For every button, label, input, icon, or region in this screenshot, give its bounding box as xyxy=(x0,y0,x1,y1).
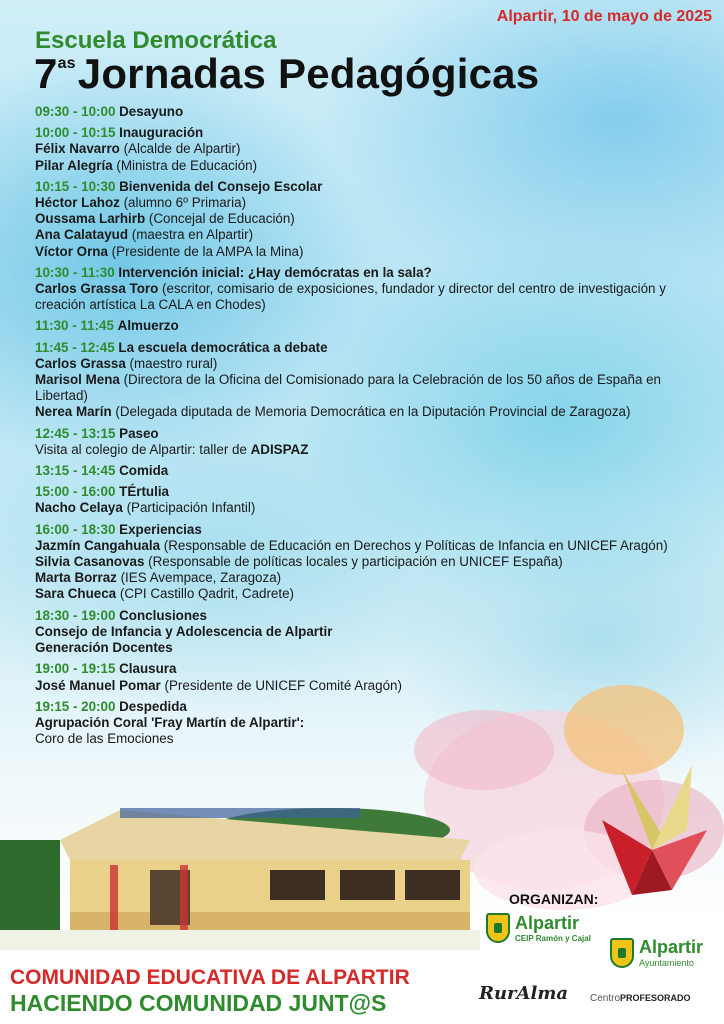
organizers-label: ORGANIZAN: xyxy=(509,891,599,907)
program-list xyxy=(35,104,705,752)
participant-name: Félix Navarro xyxy=(35,141,120,157)
participant-role: (Presidente de la AMPA la Mina) xyxy=(111,243,304,259)
program-participant xyxy=(35,442,705,458)
program-participant xyxy=(35,372,705,404)
program-participant xyxy=(35,624,705,640)
program-participant xyxy=(35,227,705,243)
program-item xyxy=(35,179,705,260)
program-title: Almuerzo xyxy=(117,318,179,334)
ruralma-logo: RurAlma xyxy=(479,983,569,1004)
school-heading: Escuela Democrática xyxy=(35,27,277,54)
origami-crane-icon xyxy=(592,760,712,900)
program-time: 19:15 - 20:00 xyxy=(35,698,116,714)
program-time: 11:30 - 11:45 xyxy=(35,318,114,334)
program-title: Inauguración xyxy=(119,125,204,141)
participant-role: (maestro rural) xyxy=(129,355,218,371)
cprof-b: PROFESORADO xyxy=(620,993,691,1003)
school-building-illustration xyxy=(0,800,480,950)
participant-role: (maestra en Alpartir) xyxy=(131,227,254,243)
program-time: 11:45 - 12:45 xyxy=(35,339,115,355)
ayuntamiento-alpartir-logo xyxy=(610,938,703,968)
participant-role: (Ministra de Educación) xyxy=(116,157,258,173)
participant-name: Jazmín Cangahuala xyxy=(35,537,161,553)
participant-name: José Manuel Pomar xyxy=(35,677,161,693)
program-time: 09:30 - 10:00 xyxy=(35,104,116,119)
program-time: 16:00 - 18:30 xyxy=(35,521,116,537)
logo1-main: Alpartir xyxy=(515,912,580,933)
shield-icon xyxy=(486,913,510,943)
participant-name: Oussama Larhirb xyxy=(35,211,146,227)
program-participant xyxy=(35,244,705,260)
logo2-main: Alpartir xyxy=(639,937,704,957)
program-title: Conclusiones xyxy=(119,607,207,623)
program-title: Despedida xyxy=(119,698,187,714)
participant-role: (Alcalde de Alpartir) xyxy=(123,141,241,157)
program-participant xyxy=(35,158,705,174)
program-participant xyxy=(35,281,705,313)
participant-role: Coro de las Emociones xyxy=(35,731,174,747)
program-item xyxy=(35,318,705,334)
participant-role: (Participación Infantil) xyxy=(126,500,256,516)
program-item xyxy=(35,340,705,421)
program-title: La escuela democrática a debate xyxy=(118,339,328,355)
program-item xyxy=(35,426,705,458)
participant-role: (CPI Castillo Qadrit, Cadrete) xyxy=(119,586,295,602)
program-title: TÉrtulia xyxy=(119,484,169,500)
workshop-name: ADISPAZ xyxy=(250,441,309,457)
program-time: 10:30 - 11:30 xyxy=(35,264,115,280)
page-title xyxy=(34,50,539,98)
participant-name: Generación Docentes xyxy=(35,640,173,656)
program-participant xyxy=(35,195,705,211)
participant-role: (Concejal de Educación) xyxy=(148,211,295,227)
participant-name: Nacho Celaya xyxy=(35,500,123,516)
program-participant xyxy=(35,538,705,554)
program-time: 19:00 - 19:15 xyxy=(35,661,116,677)
program-participant xyxy=(35,500,705,516)
footer-line-2: HACIENDO COMUNIDAD JUNT@S xyxy=(10,990,387,1016)
title-text: Jornadas Pedagógicas xyxy=(77,50,540,97)
program-time: 10:00 - 10:15 xyxy=(35,125,116,141)
program-participant xyxy=(35,586,705,602)
participant-name: Silvia Casanovas xyxy=(35,554,145,570)
participant-role: (escritor, comisario de exposiciones, fundador y director del centro de investigación y creación artística La CALA en Chodes) xyxy=(35,281,666,313)
participant-name: Pilar Alegría xyxy=(35,157,113,173)
participant-name: Carlos Grassa xyxy=(35,355,126,371)
participant-name: Marta Borraz xyxy=(35,570,117,586)
program-participant xyxy=(35,570,705,586)
participant-name: Agrupación Coral 'Fray Martín de Alpartir': xyxy=(35,714,305,730)
program-participant xyxy=(35,640,705,656)
participant-name: Ana Calatayud xyxy=(35,227,129,243)
participant-role: (Directora de la Oficina del Comisionado para la Celebración de los 50 años de España en Libertad) xyxy=(35,372,662,404)
participant-role: (Responsable de Educación en Derechos y Políticas de Infancia en UNICEF Aragón) xyxy=(163,537,668,553)
participant-name: Consejo de Infancia y Adolescencia de Alpartir xyxy=(35,623,333,639)
program-participant xyxy=(35,404,705,420)
participant-role: (IES Avempace, Zaragoza) xyxy=(120,570,282,586)
program-item xyxy=(35,104,705,120)
participant-role: (Responsable de políticas locales y participación en UNICEF España) xyxy=(148,554,563,570)
participant-role: Visita al colegio de Alpartir: taller de xyxy=(35,441,247,457)
participant-name: Héctor Lahoz xyxy=(35,195,120,211)
program-item xyxy=(35,608,705,657)
title-number: 7 xyxy=(34,50,58,97)
event-date: Alpartir, 10 de mayo de 2025 xyxy=(496,8,712,25)
program-time: 13:15 - 14:45 xyxy=(35,463,116,479)
participant-name: Sara Chueca xyxy=(35,586,117,602)
program-title: Desayuno xyxy=(119,104,184,119)
participant-role: (Presidente de UNICEF Comité Aragón) xyxy=(164,677,402,693)
participant-name: Marisol Mena xyxy=(35,372,120,388)
program-title: Comida xyxy=(119,463,169,479)
participant-name: Carlos Grassa Toro xyxy=(35,281,159,297)
program-title: Paseo xyxy=(119,425,159,441)
program-time: 12:45 - 13:15 xyxy=(35,425,116,441)
program-participant xyxy=(35,141,705,157)
participant-role: (alumno 6º Primaria) xyxy=(123,195,247,211)
program-title: Experiencias xyxy=(119,521,202,537)
participant-role: (Delegada diputada de Memoria Democrática en la Diputación Provincial de Zaragoza) xyxy=(115,404,631,420)
program-participant xyxy=(35,356,705,372)
program-time: 15:00 - 16:00 xyxy=(35,484,116,500)
program-title: Clausura xyxy=(119,661,177,677)
centro-profesorado-logo xyxy=(590,993,691,1004)
participant-name: Víctor Orna xyxy=(35,243,108,259)
cprof-a: Centro xyxy=(590,993,621,1004)
logo1-sub: CEIP Ramón y Cajal xyxy=(515,933,591,943)
ceip-alpartir-logo xyxy=(486,913,591,943)
program-item xyxy=(35,484,705,516)
logo2-sub: Ayuntamiento xyxy=(639,958,694,968)
title-superscript: as xyxy=(57,55,76,72)
shield-icon xyxy=(610,938,634,968)
program-title: Bienvenida del Consejo Escolar xyxy=(119,178,323,194)
program-item xyxy=(35,463,705,479)
participant-name: Nerea Marín xyxy=(35,404,112,420)
program-time: 18:30 - 19:00 xyxy=(35,607,116,623)
program-participant xyxy=(35,211,705,227)
footer-line-1: COMUNIDAD EDUCATIVA DE ALPARTIR xyxy=(10,966,410,989)
program-time: 10:15 - 10:30 xyxy=(35,178,116,194)
program-item xyxy=(35,265,705,314)
program-title: Intervención inicial: ¿Hay demócratas en la sala? xyxy=(118,264,432,280)
program-item xyxy=(35,125,705,174)
program-participant xyxy=(35,554,705,570)
program-item xyxy=(35,522,705,603)
